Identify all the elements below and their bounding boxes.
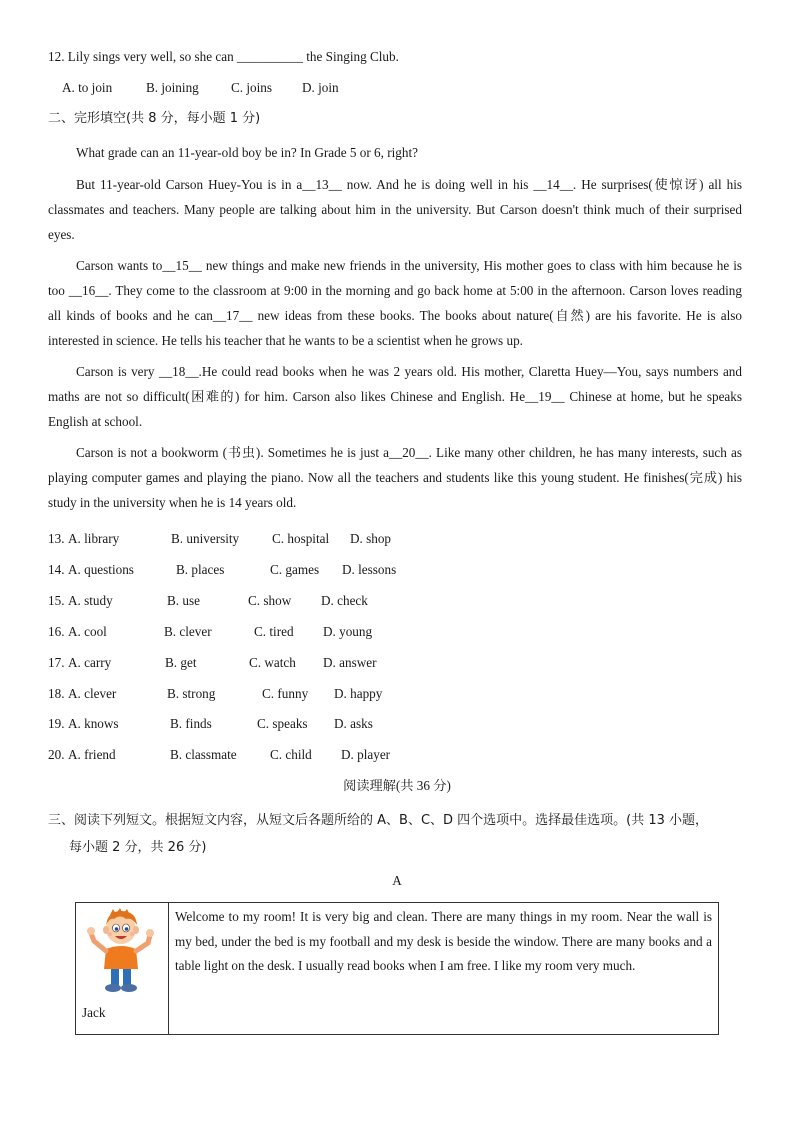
question-number: 17. [48,655,65,670]
question-option-a[interactable]: A. questions [68,562,134,577]
q12-option-d[interactable]: D. join [302,80,339,95]
question-option-b[interactable]: B. get [165,655,197,670]
question-number: 15. [48,593,65,608]
question-number: 13. [48,531,65,546]
reading-instruction-line1: 三、阅读下列短文。根据短文内容，从短文后各题所给的 A、B、C、D 四个选项中。选择最佳选项。(共 13 小题， [48,813,709,828]
question-option-c[interactable]: C. tired [254,624,294,639]
cloze-paragraph-2: But 11-year-old Carson Huey-You is in a__13__ now. And he is doing well in his __14__. He surprises(使惊讶) all his classmates and teachers. Many people are talking about him in the university. But Carson doesn't think much of their surprised eyes. [48,177,742,242]
question-option-b[interactable]: B. use [167,593,200,608]
question-option-a[interactable]: A. study [68,593,113,608]
card-image-cell [76,903,169,1035]
question-option-a[interactable]: A. knows [68,716,119,731]
question-option-c[interactable]: C. speaks [257,716,308,731]
question-option-d[interactable]: D. happy [334,686,383,701]
question-option-b[interactable]: B. strong [167,686,216,701]
question-option-c[interactable]: C. child [270,747,312,762]
cloze-paragraph-4: Carson is very __18__.He could read books when he was 2 years old. His mother, Claretta Huey—You, says numbers and maths are not so difficult(困难的) for him. Carson also likes Chinese and English. He__19__ Chinese at home, but he speaks English at school. [48,364,742,429]
cloze-passage [48,140,742,515]
question-option-a[interactable]: A. cool [68,624,107,639]
question-option-b[interactable]: B. classmate [170,747,237,762]
question-number: 20. [48,747,65,762]
cloze-paragraph-3: Carson wants to__15__ new things and make new friends in the university, His mother goes to class with him because he is too __16__. They come to the classroom at 9:00 in the morning and go back home at 5:00 in the afternoon. Carson loves reading all kinds of books and he can__17__ new ideas from these books. The books about nature(自然) are his favorite. He is also interested in science. He tells his teacher that he wants to be a scientist when he grows up. [48,258,742,348]
question-number: 18. [48,686,65,701]
question-option-b[interactable]: B. university [171,531,240,546]
question-number: 14. [48,562,65,577]
question-option-d[interactable]: D. shop [350,531,392,546]
question-option-c[interactable]: C. funny [262,686,309,701]
question-option-a[interactable]: A. clever [68,686,117,701]
question-option-b[interactable]: B. clever [164,624,212,639]
question-number: 16. [48,624,65,639]
question-number: 19. [48,716,65,731]
reading-instruction-line2: 每小题 2 分，共 26 分) [69,840,207,855]
card-name: Jack [82,1005,106,1020]
question-option-c[interactable]: C. show [248,593,292,608]
card-text: Welcome to my room! It is very big and clean. There are many things in my room. Near the wall is my bed, under the bed is my football and my desk is beside the window. There are many books and a table light on the desk. I usually read books when I am free. I like my room very much. [169,903,719,1035]
question-option-d[interactable]: D. lessons [342,562,397,577]
question-option-c[interactable]: C. games [270,562,320,577]
q12-stem: 12. Lily sings very well, so she can __________ the Singing Club. [48,49,399,64]
passage-card [75,902,719,1035]
question-option-d[interactable]: D. player [341,747,391,762]
question-option-c[interactable]: C. hospital [272,531,330,546]
question-option-a[interactable]: A. library [68,531,120,546]
q12-option-c[interactable]: C. joins [231,80,273,95]
question-option-d[interactable]: D. answer [323,655,377,670]
question-option-c[interactable]: C. watch [249,655,296,670]
question-option-b[interactable]: B. finds [170,716,212,731]
reading-title: 阅读理解(共 36 分) [343,778,451,793]
question-option-b[interactable]: B. places [176,562,225,577]
cloze-paragraph-5: Carson is not a bookworm (书虫). Sometimes he is just a__20__. Like many other children, he has many interests, such as playing computer games and playing the piano. Now all the teachers and students like this young student. He finishes(完成) his study in the university when he is 14 years old. [48,445,742,510]
section2-heading: 二、完形填空(共 8 分，每小题 1 分) [48,111,261,126]
q12-option-a[interactable]: A. to join [62,80,113,95]
question-option-d[interactable]: D. asks [334,716,373,731]
boy-cartoon-icon [86,905,156,997]
question-option-d[interactable]: D. check [321,593,368,608]
cloze-paragraph-1: What grade can an 11-year-old boy be in? In Grade 5 or 6, right? [76,145,418,160]
question-option-a[interactable]: A. friend [68,747,116,762]
passage-label: A [392,873,402,888]
question-option-d[interactable]: D. young [323,624,373,639]
q12-option-b[interactable]: B. joining [146,80,199,95]
question-option-a[interactable]: A. carry [68,655,112,670]
